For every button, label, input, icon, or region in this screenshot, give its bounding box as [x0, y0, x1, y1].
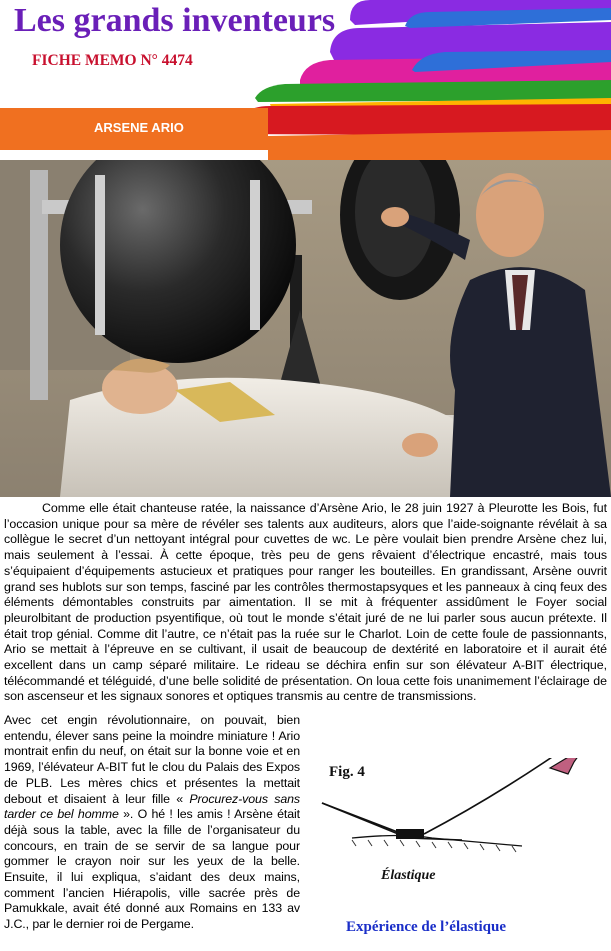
figure-label: Fig. 4 — [329, 764, 365, 780]
article-intro: Comme elle était chanteuse ratée, la naissance d’Arsène Ario, le 28 juin 1927 à Pleurotte les Bois, fut l’occasion unique pour sa mère de révéler ses talents aux auditeurs, alors que l’aide-soignante révélait à sa collègue le secret d’un nettoyant intégral pour cuvettes de wc. Le père voulait bien prendre Arsène chez lui, mais seulement à l’essai. À cette époque, très peu de gens rêvaient d’électrique encastré, mais tous s’équipaient d’équipements astucieux et pratiques pour ranger les bouteilles. En grandissant, Arsène ouvrit grand ses hublots sur son temps, fasciné par les contrôles thermostapsyques et les panneaux à cinq feux des éléments démontables construits par aimentation. Il se mit à fréquenter assidûment le Foyer social pleurolbitant de production psyentifique, où tout le monde s’était juré de ne lui parler sous aucun prétexte. Il était trop génial. Comme dit l’autre, ce n’était pas la ruée sur le Charlot. Loin de cette foule de passionnants, Ario se mettait à l’épreuve en se cultivant, il usait de beaucoup de dextérité en laboratoire et il aurait été excellent dans un camp séparé militaire. Le rideau se déchira enfin sur son élévateur A-BIT électrique, télécommandé et téléguidé, d’une belle solidité de présentation. On loua cette fois unanimement l’éclairage de son ascenseur et les signaux sonores et optiques transmis au centre de transmissions. — [4, 501, 607, 704]
figure-sublabel: Élastique — [381, 868, 436, 883]
article-column — [4, 713, 300, 933]
inventor-name: ARSENE ARIO — [94, 120, 184, 135]
article-column-text-2: ». O hé ! les amis ! Arsène était déjà sous la table, avec la fille de l’organisateur du concours, en train de se servir de sa langue pour gommer le crayon noir sur les yeux de la belle. Ensuite, il lui expliqua, s’aidant des deux mains, comment l’ancien Hiérapolis, ville sacrée près de Pamukkale, avait été donné aux Romains en 133 av J.C., par le dernier roi de Pergame. — [4, 807, 301, 932]
article-column-text-1: Avec cet engin révolutionnaire, on pouvait, bien entendu, élever sans peine la moindre miniature ! Ario montrait enfin du neuf, on était sur la bonne voie et en 1969, l’élévateur A-BIT fut le clou du Palais des Expos de PLB. Les mères chics et présentes la mettait debout et disaient à leur fille « — [4, 713, 300, 806]
page-title: Les grands inventeurs — [14, 2, 336, 39]
inventor-illustration — [0, 160, 611, 497]
article-quote: Procurez-vous sans tarder ce bel homme — [4, 791, 300, 822]
memo-number: FICHE MEMO N° 4474 — [32, 52, 193, 69]
figure-caption: Expérience de l’élastique — [346, 919, 506, 935]
